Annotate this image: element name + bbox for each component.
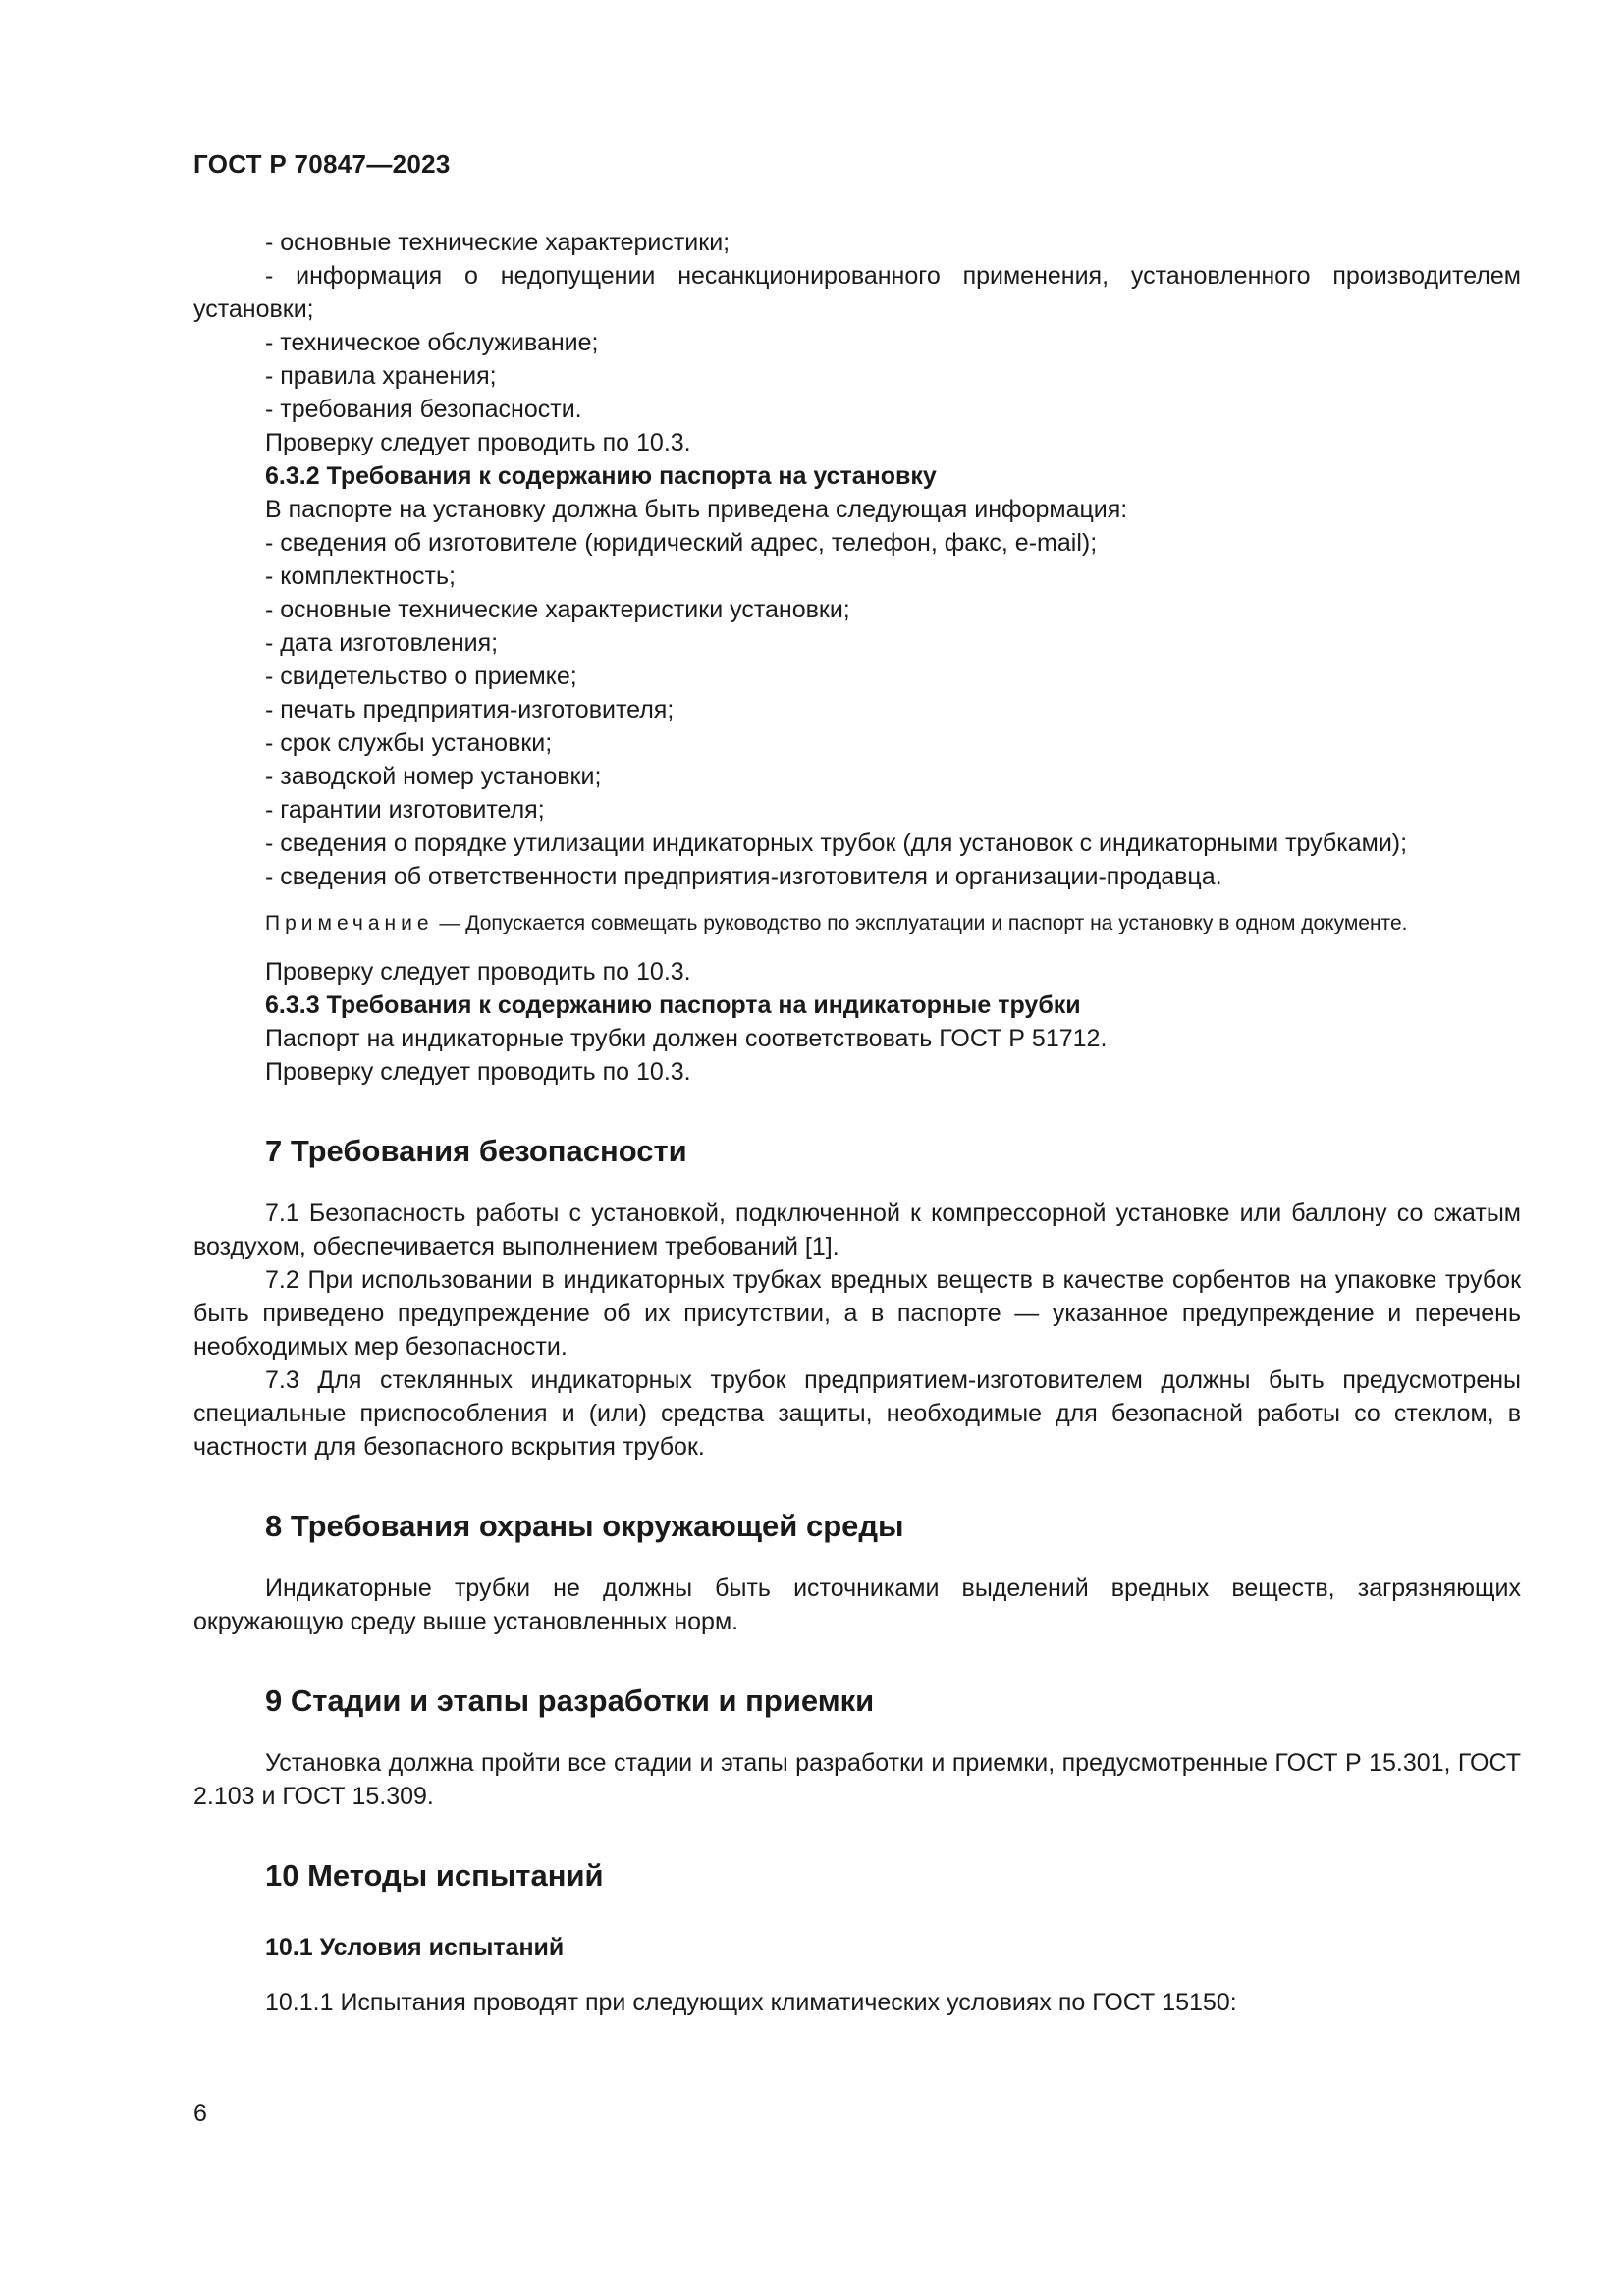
- note-label: Примечание: [265, 912, 434, 934]
- list-item: - комплектность;: [265, 562, 456, 590]
- paragraph-8: Индикаторные трубки не должны быть источниками выделений вредных веществ, загрязняющих окружающую среду выше установленных норм.: [193, 1575, 1521, 1635]
- section-6-3-3-text: Паспорт на индикаторные трубки должен соответствовать ГОСТ Р 51712.: [265, 1025, 1108, 1052]
- list-item: - требования безопасности.: [265, 396, 582, 423]
- list-item: - основные технические характеристики установки;: [265, 596, 850, 623]
- list-item: - свидетельство о приемке;: [265, 663, 577, 690]
- list-item: - сведения об изготовителе (юридический адрес, телефон, факс, e-mail);: [265, 529, 1098, 557]
- list-item: - правила хранения;: [265, 362, 497, 390]
- paragraph-7-1: 7.1 Безопасность работы с установкой, подключенной к компрессорной установке или баллону со сжатым воздухом, обеспечивается выполнением требований [1].: [193, 1200, 1521, 1260]
- list-item: - техническое обслуживание;: [265, 329, 599, 356]
- doc-header: ГОСТ Р 70847—2023: [193, 149, 451, 179]
- list-item: - гарантии изготовителя;: [265, 796, 545, 824]
- list-item: - заводской номер установки;: [265, 763, 602, 790]
- section-6-3-2-intro: В паспорте на установку должна быть приведена следующая информация:: [265, 496, 1128, 523]
- paragraph-7-2: 7.2 При использовании в индикаторных трубках вредных веществ в качестве сорбентов на упаковке трубок быть приведено предупреждение об их присутствии, а в паспорте — указанное предупреждение и перечень необходимых мер безопасности.: [193, 1266, 1521, 1361]
- section-10-title: 10 Методы испытаний: [265, 1858, 604, 1893]
- page-number: 6: [193, 2100, 207, 2127]
- note: [193, 909, 1521, 937]
- section-8-title: 8 Требования охраны окружающей среды: [265, 1509, 904, 1543]
- check-note: Проверку следует проводить по 10.3.: [265, 958, 691, 986]
- check-note: Проверку следует проводить по 10.3.: [265, 429, 691, 456]
- list-item: - срок службы установки;: [265, 729, 553, 757]
- note-text: — Допускается совмещать руководство по эксплуатации и паспорт на установку в одном документе.: [433, 912, 1408, 934]
- section-7-title: 7 Требования безопасности: [265, 1134, 687, 1168]
- list-item: - информация о недопущении несанкционированного применения, установленного производителем установки;: [193, 262, 1521, 323]
- section-6-3-3-title: 6.3.3 Требования к содержанию паспорта на индикаторные трубки: [265, 991, 1081, 1019]
- list-item: - сведения о порядке утилизации индикаторных трубок (для установок с индикаторными трубками);: [265, 829, 1408, 857]
- section-10-1-title: 10.1 Условия испытаний: [265, 1934, 565, 1961]
- list-item: - сведения об ответственности предприятия-изготовителя и организации-продавца.: [265, 863, 1222, 890]
- document-body: [193, 226, 1521, 2019]
- list-item: - печать предприятия-изготовителя;: [265, 696, 675, 723]
- paragraph-7-3: 7.3 Для стеклянных индикаторных трубок предприятием-изготовителем должны быть предусмотрены специальные приспособления и (или) средства защиты, необходимые для безопасной работы со стеклом, в частности для безопасного вскрытия трубок.: [193, 1366, 1521, 1461]
- list-item: - основные технические характеристики;: [265, 229, 731, 256]
- check-note: Проверку следует проводить по 10.3.: [265, 1058, 691, 1086]
- section-6-3-2-title: 6.3.2 Требования к содержанию паспорта на установку: [265, 462, 937, 490]
- paragraph-10-1-1: 10.1.1 Испытания проводят при следующих климатических условиях по ГОСТ 15150:: [265, 1989, 1237, 2016]
- paragraph-9: Установка должна пройти все стадии и этапы разработки и приемки, предусмотренные ГОСТ Р 15.301, ГОСТ 2.103 и ГОСТ 15.309.: [193, 1749, 1521, 1810]
- list-item: - дата изготовления;: [265, 629, 499, 657]
- section-9-title: 9 Стадии и этапы разработки и приемки: [265, 1683, 875, 1718]
